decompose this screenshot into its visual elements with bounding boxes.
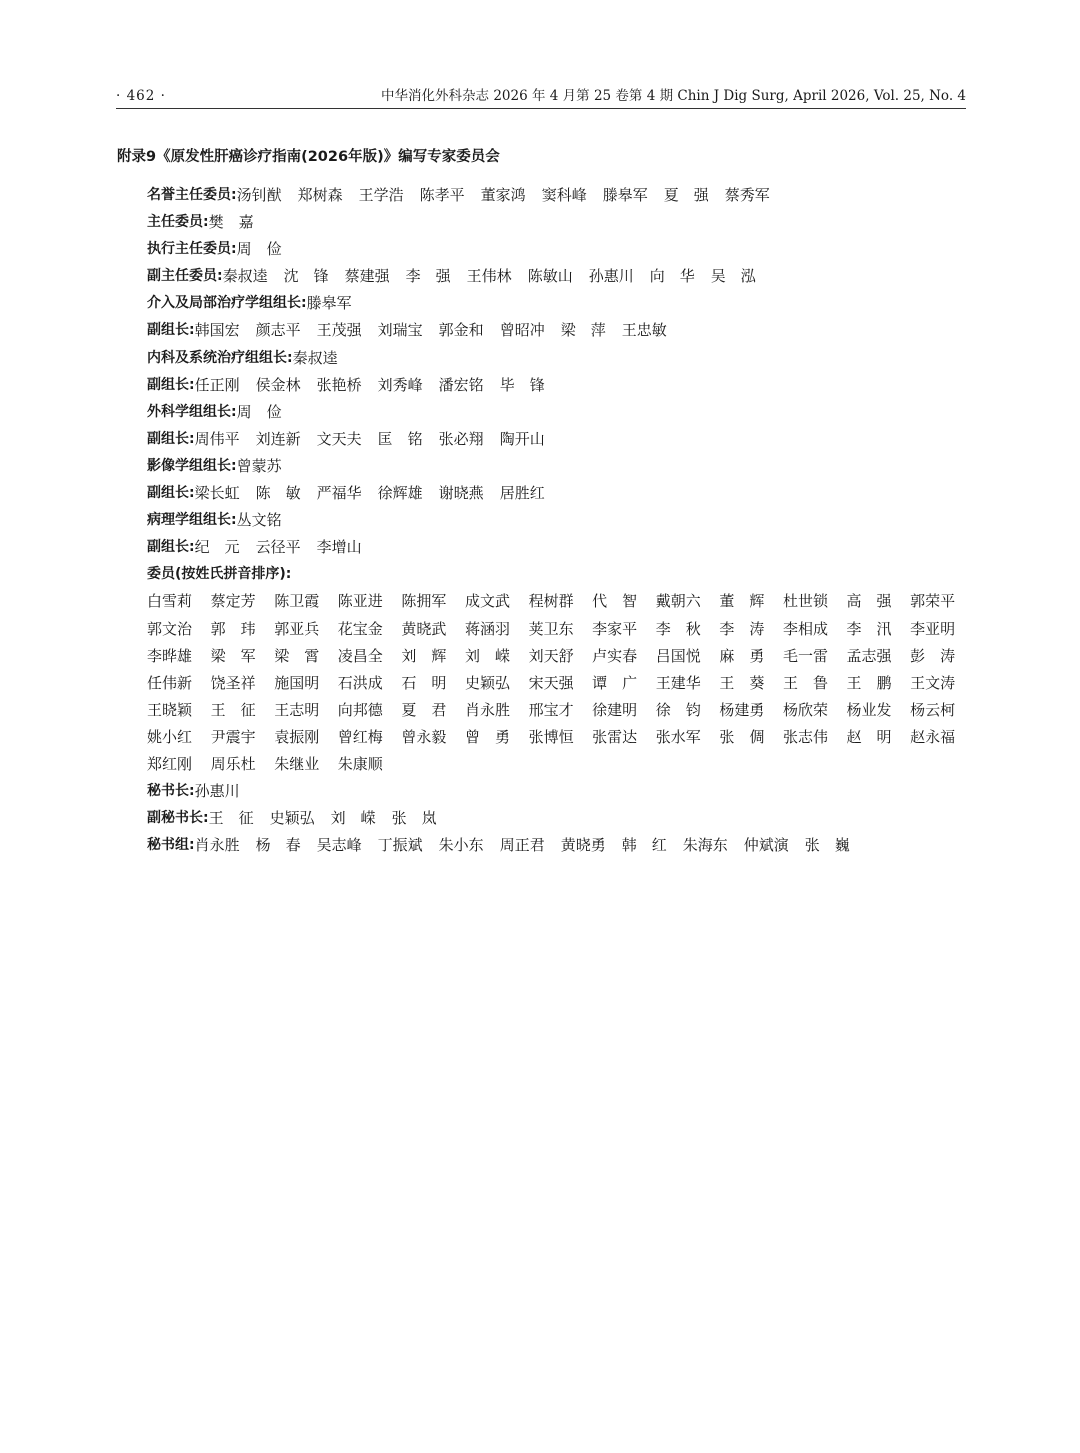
role-names (195, 832, 866, 859)
member-name: 李家平 (592, 619, 638, 638)
member-name: 石洪成 (337, 673, 383, 692)
member-name: 荚卫东 (528, 619, 574, 638)
person-name: 郭金和 (438, 321, 484, 340)
role-label: 副组长: (147, 485, 195, 502)
member-name: 郭荣平 (910, 592, 956, 611)
member-name: 张雷达 (592, 727, 638, 746)
member-name: 肖永胜 (464, 700, 510, 719)
role-row (147, 236, 967, 263)
person-name: 毕 锋 (499, 375, 545, 394)
member-name: 赵永福 (910, 727, 956, 746)
member-name: 李亚明 (910, 619, 956, 638)
member-name: 李 涛 (719, 619, 765, 638)
role-label: 秘书组: (147, 837, 195, 854)
person-name: 向 华 (649, 267, 695, 286)
member-name: 王晓颖 (147, 700, 193, 719)
role-row (147, 805, 967, 832)
person-name: 滕皋军 (306, 294, 352, 313)
member-name: 杨云柯 (910, 700, 956, 719)
member-name: 麻 勇 (719, 646, 765, 665)
member-name: 曾 勇 (464, 727, 510, 746)
role-label: 内科及系统治疗组组长: (147, 349, 293, 366)
person-name: 周伟平 (194, 429, 240, 448)
member-name: 石 明 (401, 673, 447, 692)
person-name: 张 岚 (391, 809, 437, 828)
member-name: 徐建明 (592, 700, 638, 719)
member-name: 彭 涛 (910, 646, 956, 665)
member-name: 张 倜 (719, 727, 765, 746)
person-name: 徐辉雄 (377, 484, 423, 503)
member-name: 蒋涵羽 (464, 619, 510, 638)
member-name: 王 葵 (719, 673, 765, 692)
appendix-title: 附录9《原发性肝癌诊疗指南(2026年版)》编写专家委员会 (117, 149, 500, 165)
role-row (147, 453, 967, 480)
person-name: 王茂强 (316, 321, 362, 340)
role-names (195, 778, 256, 805)
role-names (293, 345, 354, 372)
member-name: 蔡定芳 (210, 592, 256, 611)
member-name: 曾永毅 (401, 727, 447, 746)
member-name: 董 辉 (719, 592, 765, 611)
member-name: 施国明 (274, 673, 320, 692)
member-name: 张博恒 (528, 727, 574, 746)
role-row (147, 534, 967, 561)
member-name: 姚小红 (147, 727, 193, 746)
person-name: 周 俭 (236, 240, 282, 259)
member-name: 代 智 (592, 592, 638, 611)
person-name: 孙惠川 (194, 782, 240, 801)
role-label: 主任委员: (147, 214, 209, 231)
member-name: 卢实春 (592, 646, 638, 665)
page-number: · 462 · (116, 88, 166, 104)
person-name: 滕皋军 (602, 186, 648, 204)
member-name: 夏 君 (401, 700, 447, 719)
member-name: 朱继业 (274, 754, 320, 773)
role-row (147, 399, 967, 426)
role-names (237, 182, 786, 209)
member-name: 凌昌全 (337, 646, 383, 665)
person-name: 刘秀峰 (377, 375, 423, 394)
role-label: 副组长: (147, 322, 195, 339)
member-name: 白雪莉 (147, 592, 193, 611)
member-name: 袁振刚 (274, 727, 320, 746)
person-name: 任正刚 (194, 375, 240, 394)
role-names (209, 209, 270, 236)
member-name: 曾红梅 (337, 727, 383, 746)
role-row (147, 317, 967, 344)
member-name: 王文涛 (910, 673, 956, 692)
person-name: 秦叔逵 (222, 267, 268, 286)
role-names (195, 480, 561, 507)
person-name: 侯金林 (255, 375, 301, 394)
role-label: 副组长: (147, 376, 195, 393)
member-name: 梁 霄 (274, 646, 320, 665)
person-name: 梁长虹 (194, 484, 240, 503)
member-name: 戴朝六 (655, 592, 701, 611)
role-names (237, 399, 298, 426)
role-label: 外科学组组长: (147, 403, 237, 420)
member-name: 程树群 (528, 592, 574, 611)
person-name: 樊 嘉 (208, 213, 254, 232)
person-name: 孙惠川 (588, 267, 634, 286)
role-names (195, 534, 378, 561)
member-name: 郭文治 (147, 619, 193, 638)
person-name: 王伟林 (466, 267, 512, 286)
role-label: 副组长: (147, 539, 195, 556)
role-label: 副组长: (147, 430, 195, 447)
member-name: 邢宝才 (528, 700, 574, 719)
person-name: 李增山 (316, 538, 362, 557)
person-name: 刘连新 (255, 429, 301, 448)
person-name: 陶开山 (499, 429, 545, 448)
member-name: 任伟新 (147, 673, 193, 692)
member-name: 李相成 (782, 619, 828, 638)
person-name: 张必翔 (438, 429, 484, 448)
person-name: 陈敏山 (527, 267, 573, 286)
running-header (116, 86, 966, 109)
role-names (195, 372, 561, 399)
person-name: 周 俭 (236, 402, 282, 421)
member-name: 向邦德 (337, 700, 383, 719)
member-name: 孟志强 (846, 646, 892, 665)
role-row (147, 345, 967, 372)
member-name: 王 鲁 (782, 673, 828, 692)
person-name: 杨 春 (255, 836, 301, 855)
role-row (147, 372, 967, 399)
person-name: 蔡建强 (344, 267, 390, 286)
person-name: 曾蒙苏 (236, 456, 282, 475)
person-name: 李 强 (405, 267, 451, 286)
role-row (147, 426, 967, 453)
person-name: 朱小东 (438, 836, 484, 855)
person-name: 潘宏铭 (438, 375, 484, 394)
member-name: 吕国悦 (655, 646, 701, 665)
person-name: 张艳桥 (316, 375, 362, 394)
role-names (237, 453, 298, 480)
role-row (147, 290, 967, 317)
member-name: 杨建勇 (719, 700, 765, 719)
person-name: 秦叔逵 (292, 348, 338, 367)
role-label: 副主任委员: (147, 268, 223, 285)
member-name: 赵 明 (846, 727, 892, 746)
member-name: 王 征 (210, 700, 256, 719)
person-name: 夏 强 (663, 186, 709, 204)
journal-citation: 中华消化外科杂志 2026 年 4 月第 25 卷第 4 期 Chin J Dig Surg, April 2026, Vol. 25, No. 4 (381, 88, 966, 104)
role-label: 病理学组组长: (147, 512, 237, 529)
member-name: 史颖弘 (464, 673, 510, 692)
person-name: 云径平 (255, 538, 301, 557)
person-name: 仲斌演 (743, 836, 789, 855)
leadership-roles (147, 182, 967, 561)
person-name: 汤钊猷 (236, 186, 282, 204)
person-name: 王忠敏 (621, 321, 667, 340)
member-name: 李晔雄 (147, 646, 193, 665)
person-name: 肖永胜 (194, 836, 240, 855)
role-names (237, 236, 298, 263)
person-name: 吴志峰 (316, 836, 362, 855)
member-name: 毛一雷 (782, 646, 828, 665)
person-name: 韩 红 (621, 836, 667, 855)
person-name: 曾昭冲 (499, 321, 545, 340)
member-name: 黄晓武 (401, 619, 447, 638)
person-name: 严福华 (316, 484, 362, 503)
role-row (147, 507, 967, 534)
person-name: 居胜红 (499, 484, 545, 503)
member-name: 王志明 (274, 700, 320, 719)
role-names (195, 317, 683, 344)
role-label: 名誉主任委员: (147, 187, 237, 203)
member-name: 郭亚兵 (274, 619, 320, 638)
person-name: 蔡秀军 (724, 186, 770, 204)
member-name: 陈卫霞 (274, 592, 320, 611)
person-name: 谢晓燕 (438, 484, 484, 503)
member-name: 梁 军 (210, 646, 256, 665)
member-name: 张志伟 (782, 727, 828, 746)
person-name: 刘 嵘 (330, 809, 376, 828)
role-row (147, 209, 967, 236)
member-name: 杨欣荣 (782, 700, 828, 719)
member-name: 周乐杜 (210, 754, 256, 773)
member-name: 谭 广 (592, 673, 638, 692)
role-names (209, 805, 453, 832)
member-name: 郭 玮 (210, 619, 256, 638)
person-name: 王 征 (208, 809, 254, 828)
member-name: 杨业发 (846, 700, 892, 719)
member-name: 刘天舒 (528, 646, 574, 665)
committee-list (147, 182, 967, 859)
person-name: 黄晓勇 (560, 836, 606, 855)
person-name: 丁振斌 (377, 836, 423, 855)
person-name: 董家鸿 (480, 186, 526, 204)
member-name: 陈亚进 (337, 592, 383, 611)
person-name: 陈孝平 (419, 186, 465, 204)
person-name: 丛文铭 (236, 511, 282, 530)
person-name: 沈 锋 (283, 267, 329, 286)
member-name: 刘 辉 (401, 646, 447, 665)
person-name: 周正君 (499, 836, 545, 855)
role-row (147, 182, 967, 209)
member-name: 王 鹏 (846, 673, 892, 692)
member-name: 朱康顺 (337, 754, 383, 773)
person-name: 韩国宏 (194, 321, 240, 340)
member-name: 徐 钧 (655, 700, 701, 719)
person-name: 匡 铭 (377, 429, 423, 448)
role-label: 秘书长: (147, 783, 195, 800)
members-label: 委员(按姓氏拼音排序): (147, 566, 292, 583)
person-name: 纪 元 (194, 538, 240, 557)
member-name: 饶圣祥 (210, 673, 256, 692)
role-row (147, 832, 967, 859)
member-name: 花宝金 (337, 619, 383, 638)
person-name: 张 巍 (804, 836, 850, 855)
member-name: 张水军 (655, 727, 701, 746)
member-name: 杜世锁 (782, 592, 828, 611)
role-names (223, 263, 772, 290)
member-name: 王建华 (655, 673, 701, 692)
person-name: 王学浩 (358, 186, 404, 204)
person-name: 窦科峰 (541, 186, 587, 204)
members-heading-row (147, 561, 967, 588)
person-name: 颜志平 (255, 321, 301, 340)
secretariat-roles (147, 778, 967, 859)
member-name: 李 秋 (655, 619, 701, 638)
person-name: 吴 泓 (710, 267, 756, 286)
member-name: 宋天强 (528, 673, 574, 692)
member-name: 李 汛 (846, 619, 892, 638)
role-names (237, 507, 298, 534)
role-names (307, 290, 368, 317)
person-name: 史颖弘 (269, 809, 315, 828)
role-row (147, 480, 967, 507)
person-name: 梁 萍 (560, 321, 606, 340)
role-row (147, 778, 967, 805)
person-name: 文天夫 (316, 429, 362, 448)
role-label: 影像学组组长: (147, 457, 237, 474)
member-name: 成文武 (464, 592, 510, 611)
member-name: 郑红刚 (147, 754, 193, 773)
member-name: 陈拥军 (401, 592, 447, 611)
members-grid (147, 588, 977, 778)
person-name: 刘瑞宝 (377, 321, 423, 340)
member-name: 刘 嵘 (464, 646, 510, 665)
role-row (147, 263, 967, 290)
role-label: 副秘书长: (147, 810, 209, 827)
person-name: 陈 敏 (255, 484, 301, 503)
person-name: 郑树森 (297, 186, 343, 204)
person-name: 朱海东 (682, 836, 728, 855)
member-name: 高 强 (846, 592, 892, 611)
member-name: 尹震宇 (210, 727, 256, 746)
role-label: 介入及局部治疗学组组长: (147, 295, 307, 312)
role-label: 执行主任委员: (147, 241, 237, 258)
role-names (195, 426, 561, 453)
